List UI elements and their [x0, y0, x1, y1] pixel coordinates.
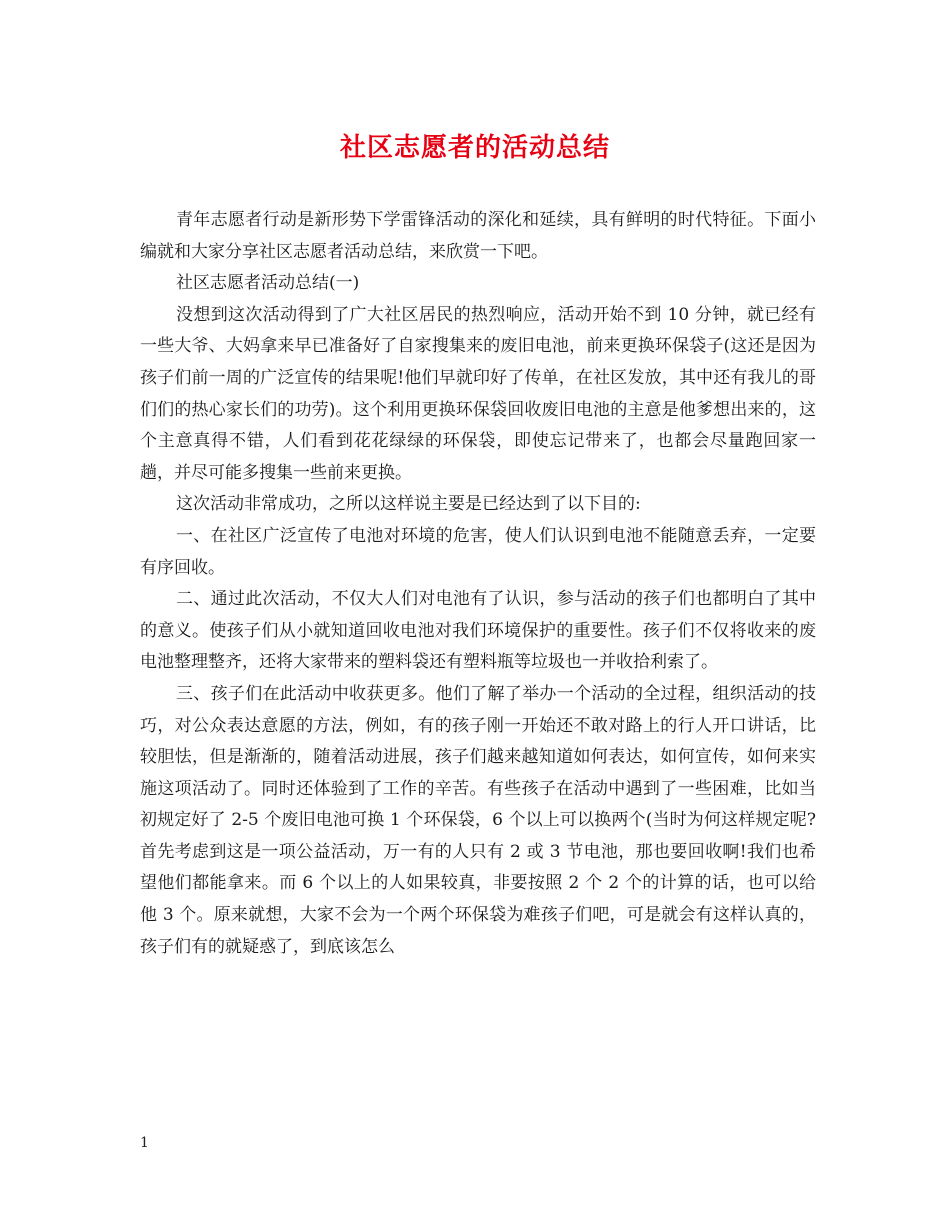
body-paragraph: 这次活动非常成功，之所以这样说主要是已经达到了以下目的:: [176, 494, 641, 515]
list-item-1: 一、在社区广泛宣传了电池对环境的危害，使人们认识到电池不能随意丢弃，一定要有序回收。: [140, 525, 816, 578]
intro-paragraph: 青年志愿者行动是新形势下学雷锋活动的深化和延续，具有鲜明的时代特征。下面小编就和大家分享社区志愿者活动总结，来欣赏一下吧。: [140, 210, 816, 262]
section-heading: 社区志愿者活动总结(一): [176, 273, 360, 294]
list-item-3: 三、孩子们在此活动中收获更多。他们了解了举办一个活动的全过程，组织活动的技巧，对公众表达意愿的方法，例如，有的孩子刚一开始还不敢对路上的行人开口讲话，比较胆怯，但是渐渐的，随着活动进展，孩子们越来越知道如何表达，如何宣传，如何来实施这项活动了。同时还体验到了工作的辛苦。有些孩子在活动中遇到了一些困难，比如当初规定好了 2-5 个废旧电池可换 1 个环保袋，6 个以上可以换两个(当时为何这样规定呢?首先考虑到这是一项公益活动，万一有的人只有 2 或 3 节电池，那也要回收啊!我们也希望他们都能拿来。而 6 个以上的人如果较真，非要按照 2 个 2 个的计算的话，也可以给他 3 个。原来就想，大家不会为一个两个环保袋为难孩子们吧，可是就会有这样认真的，孩子们有的就疑惑了，到底该怎么: [140, 683, 816, 957]
page-number: 1: [140, 1135, 149, 1151]
body-paragraph: 没想到这次活动得到了广大社区居民的热烈响应，活动开始不到 10 分钟，就已经有一些大爷、大妈拿来早已准备好了自家搜集来的废旧电池，前来更换环保袋子(这还是因为孩子们前一周的广泛宣传的结果呢!他们早就印好了传单，在社区发放，其中还有我儿的哥们们的热心家长们的功劳)。这个利用更换环保袋回收废旧电池的主意是他爹想出来的，这个主意真得不错，人们看到花花绿绿的环保袋，即使忘记带来了，也都会尽量跑回家一趟，并尽可能多搜集一些前来更换。: [140, 304, 816, 483]
list-item-2: 二、通过此次活动，不仅大人们对电池有了认识，参与活动的孩子们也都明白了其中的意义。使孩子们从小就知道回收电池对我们环境保护的重要性。孩子们不仅将收来的废电池整理整齐，还将大家带来的塑料袋还有塑料瓶等垃圾也一并收拾利索了。: [140, 589, 816, 673]
document-body: [140, 205, 816, 963]
document-title: 社区志愿者的活动总结: [339, 133, 610, 163]
